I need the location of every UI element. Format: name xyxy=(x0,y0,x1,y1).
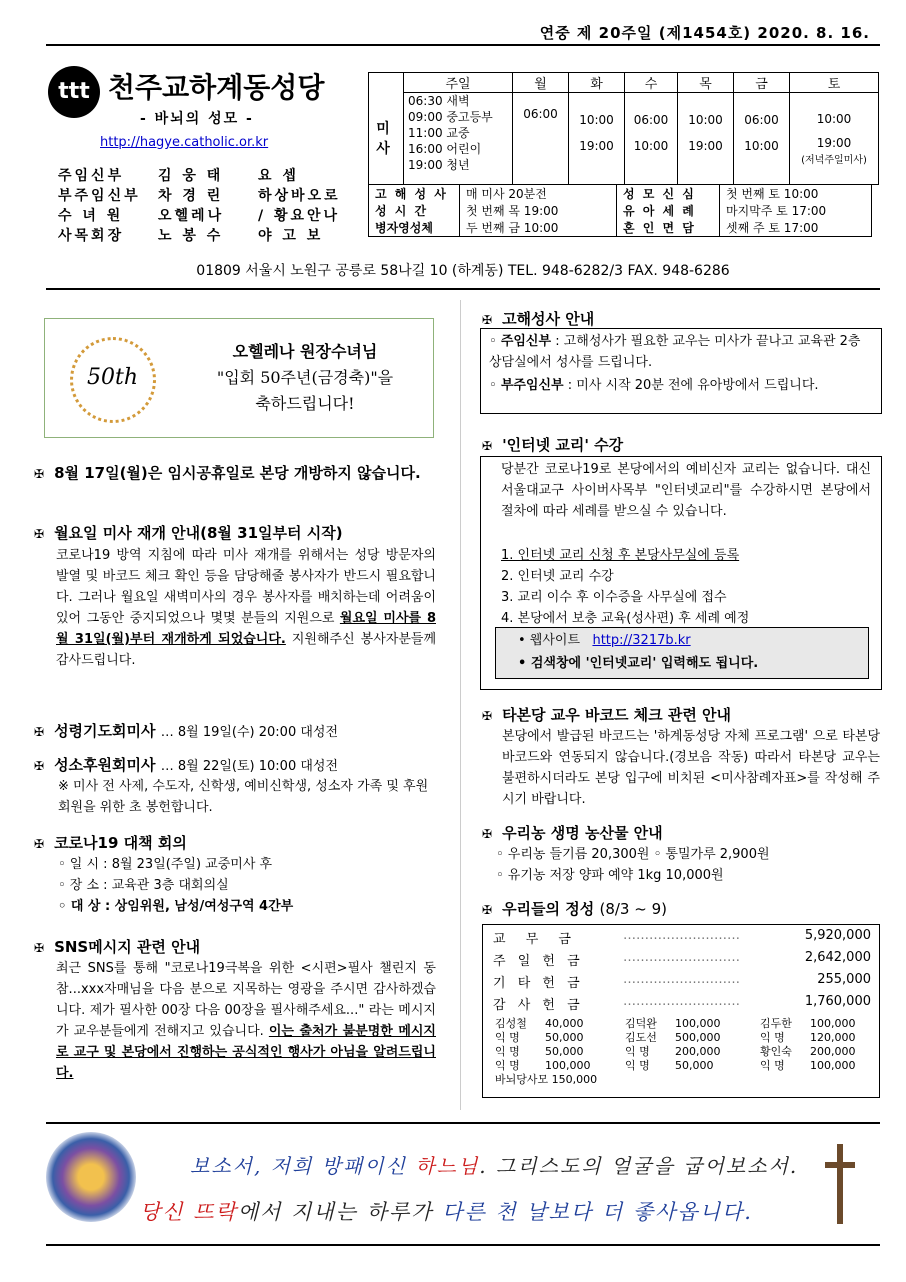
banner-text: 오헬레나 원장수녀님 "입회 50주년(금경축)"을 축하드립니다! xyxy=(216,342,394,413)
cross-bullet-icon: ✠ xyxy=(34,759,45,773)
notice-holy-spirit-mass: ✠ 성령기도회미사 … 8월 19일(수) 20:00 대성전 xyxy=(34,722,339,740)
parish-url-link[interactable]: http://hagye.catholic.or.kr xyxy=(100,135,269,150)
donor-row: 바뇌당사모 150,000 xyxy=(495,1073,598,1086)
sacrament-row: 병자영성체 두 번째 금 10:00 혼 인 면 담 셋째 주 토 17:00 xyxy=(375,221,819,235)
offerings-title: ✠ 우리들의 정성 (8/3 ~ 9) xyxy=(482,900,667,918)
mass-times-row: 미사 06:30 새벽 09:00 중고등부 11:00 교중 16:00 어린이 19:00 청년 06:00 10:00 19:00 06:00 10:00 10:00 19:00 06:00 10:00 10:00 19:00 (저녁주일미사) xyxy=(369,93,879,185)
barcode-body: 본당에서 발급된 바코드는 '하계동성당 자체 프로그램' 으로 타본당 바코드와 연동되지 않습니다.(경보음 작동) 따라서 타본당 교우는 불편하시더라도 본당 입구에 비치된 <미사참례자표>를 작성해 주시기 바랍니다. xyxy=(502,729,880,807)
donor-row: 김성철 40,000 김덕완 100,000 김두한 100,000 xyxy=(495,1017,856,1030)
notice-closure: ✠ 8월 17일(월)은 임시공휴일로 본당 개방하지 않습니다. xyxy=(34,464,421,482)
sacrament-row: 고 해 성 사 매 미사 20분전 성 모 신 심 첫 번째 토 10:00 xyxy=(375,187,819,201)
website-line: • 웹사이트 http://3217b.kr xyxy=(518,633,691,648)
confession-assistant: ◦ 부주임신부 : 미사 시작 20분 전에 유아방에서 드립니다. xyxy=(489,378,819,393)
notice-covid-meeting-title: ✠ 코로나19 대책 회의 xyxy=(34,834,187,852)
offering-row: 감 사 헌 금 ……………………… 1,760,000 xyxy=(493,994,871,1013)
website-link[interactable]: http://3217b.kr xyxy=(592,633,691,648)
mass-schedule-table xyxy=(368,72,879,185)
offerings-table xyxy=(482,924,880,1098)
offering-row: 교 무 금 ……………………… 5,920,000 xyxy=(493,928,871,947)
notice-monday-mass-title: ✠ 월요일 미사 재개 안내(8월 31일부터 시작) xyxy=(34,524,343,542)
parish-motto: - 바뇌의 성모 - xyxy=(140,111,254,127)
internet-catechism-box xyxy=(480,456,882,690)
top-rule xyxy=(46,44,880,46)
staff-row: 수 녀 원 오헬레나 / 황요안나 xyxy=(58,208,341,224)
column-divider xyxy=(460,300,461,1110)
confession-title: ✠ 고해성사 안내 xyxy=(482,310,595,328)
farm-products-list: ◦ 우리농 들기름 20,300원 ◦ 통밀가루 2,900원 ◦ 유기농 저장 양파 예약 1kg 10,000원 xyxy=(496,847,770,883)
search-hint: • 검색창에 '인터넷교리' 입력해도 됩니다. xyxy=(518,656,759,671)
internet-catechism-body: 당분간 코로나19로 본당에서의 예비신자 교리는 없습니다. 대신 서울대교구 사이버사목부 "인터넷교리"를 수강하시면 본당에서 절차에 따라 세례를 받으실 수 있습니다. xyxy=(501,462,871,519)
donor-list xyxy=(495,1017,875,1087)
internet-catechism-title: ✠ '인터넷 교리' 수강 xyxy=(482,436,624,454)
notice-covid-meeting-details: ◦ 일 시 : 8월 23일(주일) 교중미사 후 ◦ 장 소 : 교육관 3층 대회의실 ◦ 대 상 : 상임위원, 남성/여성구역 4간부 xyxy=(58,857,294,914)
farm-products-title: ✠ 우리농 생명 농산물 안내 xyxy=(482,824,663,842)
staff-row: 부주임신부 차 경 린 하상바오로 xyxy=(58,188,341,204)
mass-header-row: 주일 월 화 수 목 금 토 xyxy=(369,73,879,93)
mass-label: 미사 xyxy=(369,93,404,185)
cross-bullet-icon: ✠ xyxy=(482,827,493,841)
cross-bullet-icon: ✠ xyxy=(482,313,493,327)
notice-monday-mass-body: 코로나19 방역 지침에 따라 미사 재개를 위해서는 성당 방문자의 발열 및 바코드 체크 확인 등을 담당해줄 봉사자가 반드시 필요합니다. 그러나 월요일 새벽미사의 경우 봉사자를 배치하는데 어려움이 있어 그동안 중지되었으나 몇몇 분들의 지원으로 월요일 미사를 8월 31일(월)부터 재개하게 되었습니다. 지원해주신 봉사자분들께 감사드립니다. xyxy=(56,548,436,668)
fifty-badge: 50th xyxy=(87,365,139,390)
cross-bullet-icon: ✠ xyxy=(34,467,45,481)
barcode-title: ✠ 타본당 교우 바코드 체크 관련 안내 xyxy=(482,706,732,724)
staff-list xyxy=(58,165,358,245)
donor-row: 익 명 50,000 김도선 500,000 익 명 120,000 xyxy=(495,1031,856,1044)
cross-bullet-icon: ✠ xyxy=(34,837,45,851)
staff-row: 주임신부 김 웅 태 요 셉 xyxy=(58,168,299,184)
confession-pastor: ◦ 주임신부 : 고해성사가 필요한 교우는 미사가 끝나고 교육관 2층 상담실에서 성사를 드립니다. xyxy=(489,334,861,370)
donor-row: 익 명 50,000 익 명 200,000 황인숙 200,000 xyxy=(495,1045,856,1058)
cross-bullet-icon: ✠ xyxy=(34,527,45,541)
verse-line-2: 당신 뜨락에서 지내는 하루가 다른 천 날보다 더 좋사옵니다. xyxy=(140,1200,753,1224)
sacrament-row: 성 시 간 첫 번째 목 19:00 유 아 세 례 마지막주 토 17:00 xyxy=(375,204,827,218)
cross-bullet-icon: ✠ xyxy=(482,439,493,453)
notice-sns-title: ✠ SNS메시지 관련 안내 xyxy=(34,938,201,956)
cross-bullet-icon: ✠ xyxy=(482,709,493,723)
flower-icon xyxy=(46,1132,136,1222)
anniversary-banner xyxy=(44,318,434,438)
parish-name: 천주교하계동성당 xyxy=(108,71,325,104)
footer-rule-top xyxy=(46,1122,880,1124)
footer-rule-bottom xyxy=(46,1244,880,1246)
crucifix-icon xyxy=(820,1140,860,1230)
header-rule xyxy=(46,288,880,290)
donor-row: 익 명 100,000 익 명 50,000 익 명 100,000 xyxy=(495,1059,856,1072)
staff-row: 사목회장 노 봉 수 야 고 보 xyxy=(58,228,324,244)
cross-bullet-icon: ✠ xyxy=(34,725,45,739)
confession-box xyxy=(480,328,882,414)
offering-row: 주 일 헌 금 ……………………… 2,642,000 xyxy=(493,950,871,969)
sacrament-table xyxy=(368,184,872,237)
notice-sns-body: 최근 SNS를 통해 "코로나19극복을 위한 <시편>필사 챌린지 동참...xxx자매님을 다음 분으로 지목하는 영광을 주시면 감사하겠습니다. 제가 필사한 00장 다음 00장을 필사해주세요..." 라는 메시지가 교우분들에게 전해지고 있습니다. 이는 출처가 불분명한 메시지로 교구 및 본당에서 진행하는 공식적인 행사가 아님을 알려드립니다. xyxy=(56,961,436,1081)
parish-logo-icon: ttt xyxy=(48,66,100,118)
contact-address: 01809 서울시 노원구 공릉로 58나길 10 (하계동) TEL. 948-6282/3 FAX. 948-6286 xyxy=(196,263,730,279)
cross-bullet-icon: ✠ xyxy=(34,941,45,955)
issue-line: 연중 제 20주일 (제1454호) 2020. 8. 16. xyxy=(539,24,870,42)
offering-row: 기 타 헌 금 ……………………… 255,000 xyxy=(493,972,871,991)
verse-line-1: 보소서, 저희 방패이신 하느님. 그리스도의 얼굴을 굽어보소서. xyxy=(190,1154,799,1178)
cross-bullet-icon: ✠ xyxy=(482,903,493,917)
notice-vocation-mass: ✠ 성소후원회미사 … 8월 22일(토) 10:00 대성전 xyxy=(34,756,339,774)
website-box xyxy=(495,627,869,679)
notice-vocation-note: ※ 미사 전 사제, 수도자, 신학생, 예비신학생, 성소자 가족 및 후원회원을 위한 초 봉헌합니다. xyxy=(58,779,429,815)
internet-catechism-steps: 1. 인터넷 교리 신청 후 본당사무실에 등록 2. 인터넷 교리 수강 3. 교리 이수 후 이수증을 사무실에 접수 4. 본당에서 보충 교육(성사편) 후 세례 예정 xyxy=(501,548,750,626)
